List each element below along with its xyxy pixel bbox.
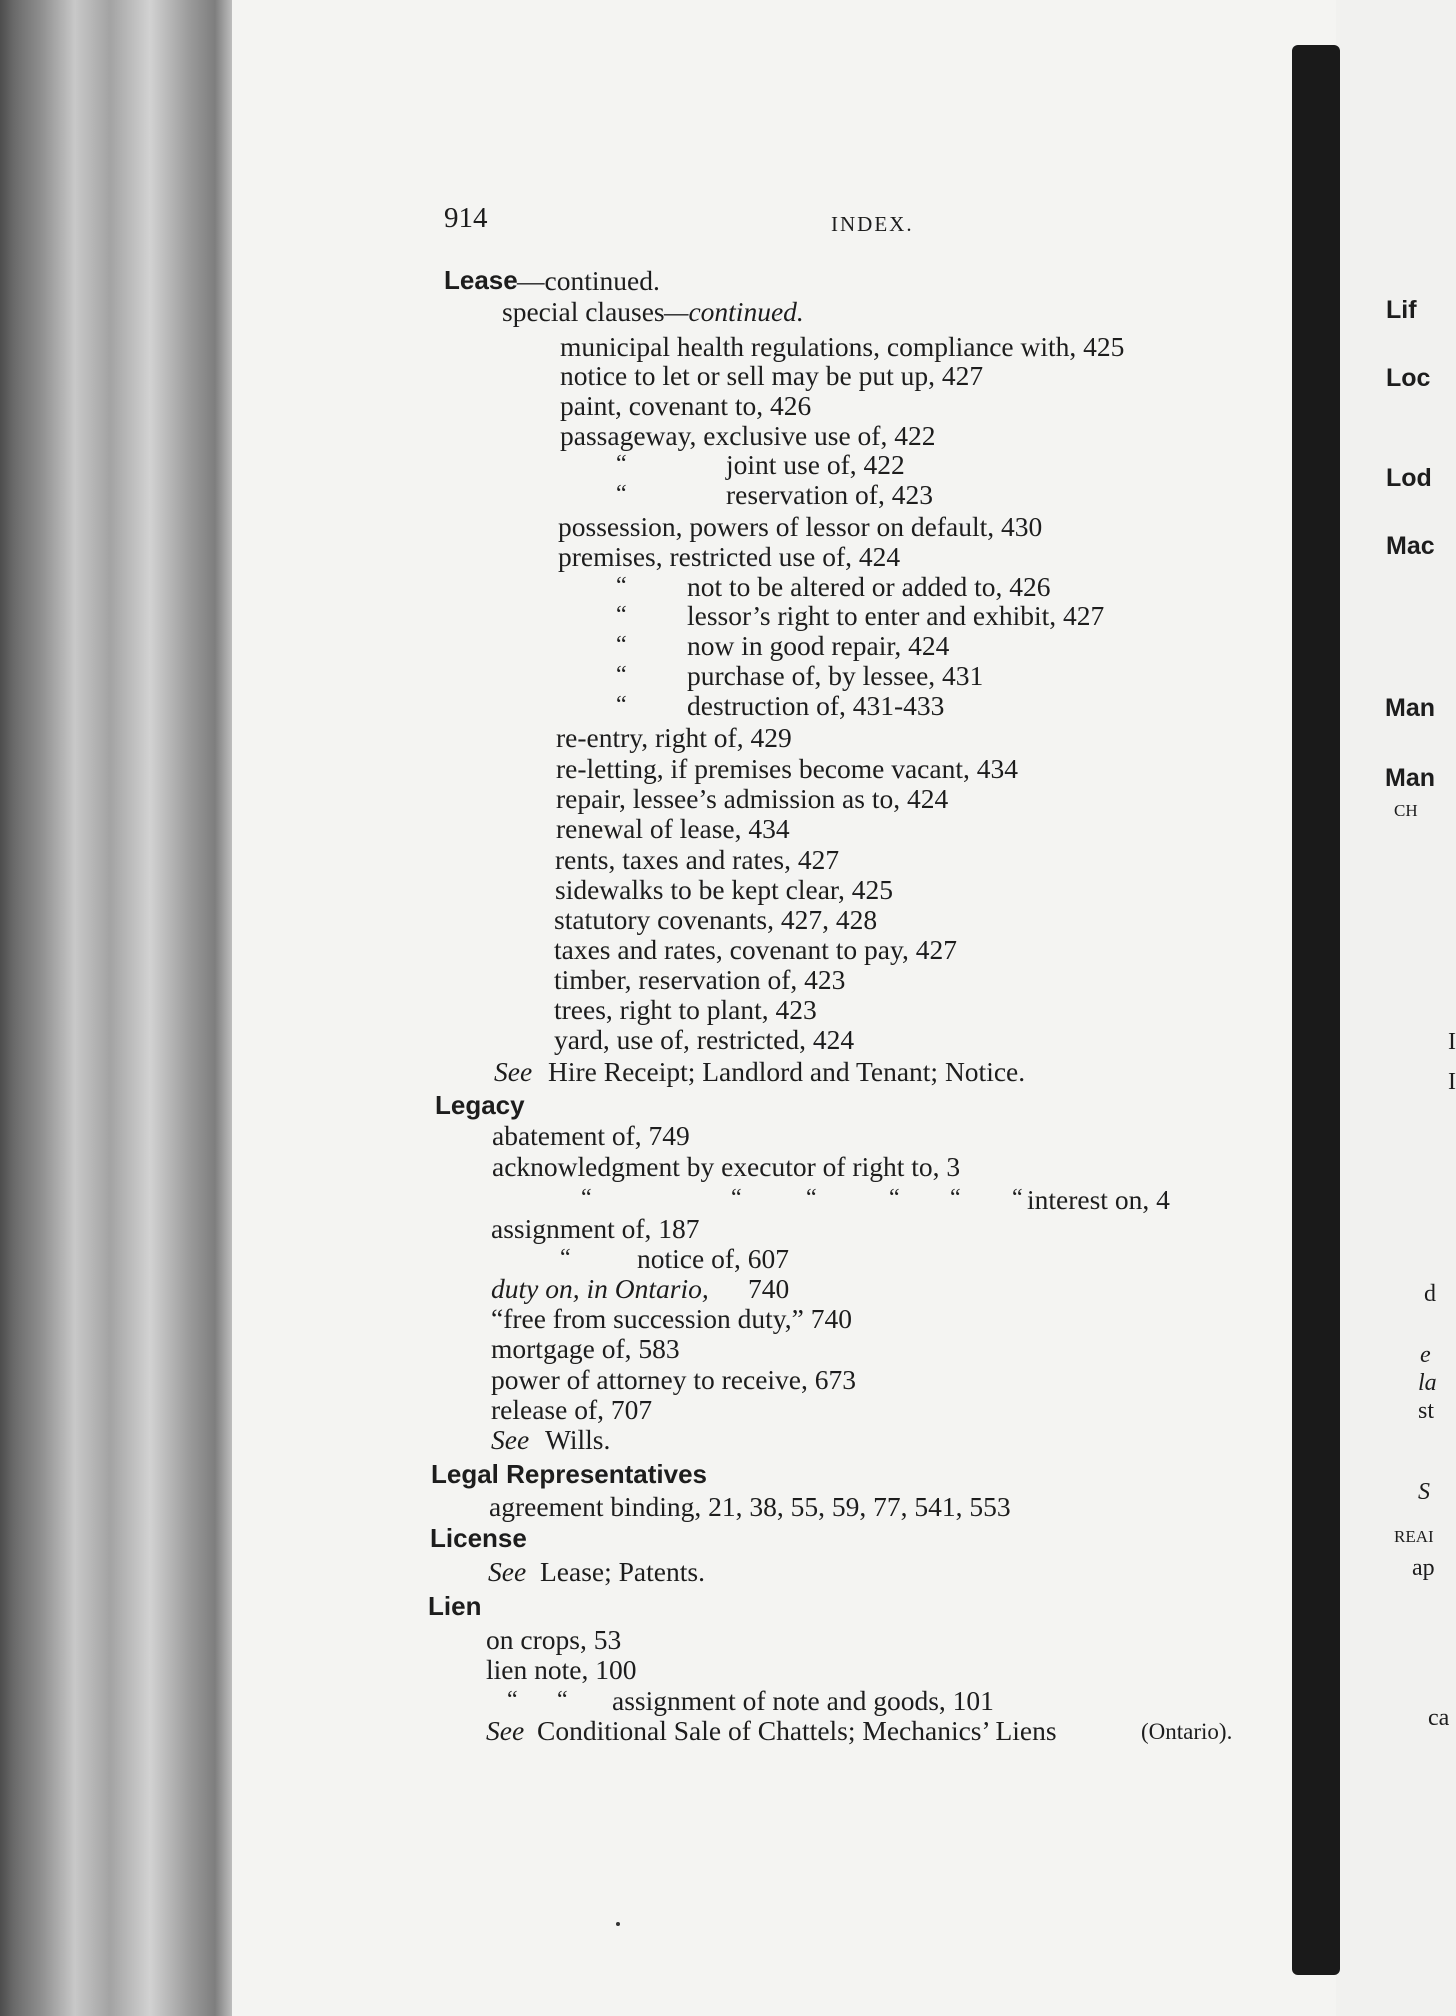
index-line: power of attorney to receive, 673 xyxy=(491,1364,856,1395)
facing-fragment: Lod xyxy=(1386,464,1432,492)
index-line: destruction of, 431-433 xyxy=(687,690,945,721)
ditto-mark: “ xyxy=(731,1185,742,1211)
index-line: abatement of, 749 xyxy=(492,1120,690,1151)
ditto-mark: “ xyxy=(581,1185,592,1211)
ditto-mark: “ xyxy=(557,1687,568,1713)
facing-fragment: I xyxy=(1448,1069,1456,1095)
facing-fragment: S xyxy=(1418,1479,1430,1505)
entry-heading-lien: Lien xyxy=(428,1591,482,1621)
facing-fragment: ap xyxy=(1412,1555,1435,1581)
facing-fragment: st xyxy=(1418,1398,1435,1424)
see-reference: Wills. xyxy=(545,1424,611,1455)
index-line: on crops, 53 xyxy=(486,1624,622,1655)
see-reference-tail: (Ontario). xyxy=(1141,1719,1233,1744)
facing-fragment: Mac xyxy=(1386,532,1435,560)
index-line: lien note, 100 xyxy=(486,1654,637,1685)
index-line: municipal health regulations, compliance with, 425 xyxy=(560,331,1125,362)
see-reference: Conditional Sale of Chattels; Mechanics’ Liens xyxy=(537,1715,1057,1746)
index-line: passageway, exclusive use of, 422 xyxy=(560,420,936,451)
index-line: not to be altered or added to, 426 xyxy=(687,571,1051,602)
index-line: notice of, 607 xyxy=(637,1243,789,1274)
ditto-mark: “ xyxy=(616,632,627,658)
index-line: rents, taxes and rates, 427 xyxy=(555,844,840,875)
ditto-mark: “ xyxy=(616,602,627,628)
ditto-mark: “ xyxy=(616,573,627,599)
facing-fragment: Loc xyxy=(1386,364,1431,392)
entry-heading-legal-representatives: Legal Representatives xyxy=(431,1459,708,1489)
subentry-continued: —continued. xyxy=(664,296,804,327)
index-line: acknowledgment by executor of right to, 3 xyxy=(492,1151,961,1182)
index-line: now in good repair, 424 xyxy=(687,630,950,661)
ditto-mark: “ xyxy=(616,662,627,688)
index-line: repair, lessee’s admission as to, 424 xyxy=(556,783,949,814)
ditto-mark: “ xyxy=(950,1185,961,1211)
see-reference: Lease; Patents. xyxy=(540,1556,705,1587)
facing-fragment: I xyxy=(1448,1029,1456,1055)
index-line: re-entry, right of, 429 xyxy=(556,722,792,753)
index-line: statutory covenants, 427, 428 xyxy=(554,904,878,935)
index-line: “free from succession duty,” 740 xyxy=(491,1303,852,1334)
index-line: release of, 707 xyxy=(491,1394,653,1425)
facing-fragment: Man xyxy=(1385,764,1435,792)
subentry-special-clauses: special clauses xyxy=(502,296,665,327)
see-reference: Hire Receipt; Landlord and Tenant; Notice. xyxy=(548,1056,1026,1087)
index-line-italic: duty on, in Ontario, xyxy=(491,1273,709,1304)
index-line: lessor’s right to enter and exhibit, 427 xyxy=(687,600,1105,631)
index-line: re-letting, if premises become vacant, 434 xyxy=(556,753,1018,784)
index-line: mortgage of, 583 xyxy=(491,1333,680,1364)
entry-heading-legacy: Legacy xyxy=(435,1090,525,1120)
entry-heading-lease: Lease xyxy=(444,265,518,295)
see-reference-label: See xyxy=(494,1056,533,1087)
book-binding-edge xyxy=(0,0,235,2016)
see-reference-label: See xyxy=(488,1556,527,1587)
index-line: paint, covenant to, 426 xyxy=(560,390,812,421)
ditto-mark: “ xyxy=(560,1245,571,1271)
index-line: assignment of note and goods, 101 xyxy=(612,1685,994,1716)
facing-fragment: REAI xyxy=(1394,1527,1434,1546)
index-line: premises, restricted use of, 424 xyxy=(558,541,901,572)
facing-fragment: ca xyxy=(1428,1705,1450,1731)
index-line: interest on, 4 xyxy=(1027,1184,1170,1215)
facing-fragment: e xyxy=(1420,1342,1431,1368)
ditto-mark: “ xyxy=(616,692,627,718)
entry-heading-license: License xyxy=(430,1523,527,1553)
facing-fragment: Lif xyxy=(1386,296,1417,324)
index-line: agreement binding, 21, 38, 55, 59, 77, 541, 553 xyxy=(489,1491,1011,1522)
index-line: trees, right to plant, 423 xyxy=(554,994,817,1025)
index-line: assignment of, 187 xyxy=(491,1213,700,1244)
book-gutter xyxy=(1292,45,1340,1975)
see-reference-label: See xyxy=(486,1715,525,1746)
ditto-mark: “ xyxy=(616,451,627,477)
running-head: INDEX. xyxy=(831,212,914,236)
page-number: 914 xyxy=(444,202,488,234)
index-line: timber, reservation of, 423 xyxy=(554,964,846,995)
index-line: 740 xyxy=(748,1273,790,1304)
index-line: reservation of, 423 xyxy=(726,479,933,510)
ditto-mark: “ xyxy=(806,1185,817,1211)
facing-fragment: la xyxy=(1418,1370,1437,1396)
index-line: renewal of lease, 434 xyxy=(556,813,790,844)
index-line: sidewalks to be kept clear, 425 xyxy=(555,874,893,905)
index-line: purchase of, by lessee, 431 xyxy=(687,660,984,691)
index-line: joint use of, 422 xyxy=(726,449,905,480)
index-line: taxes and rates, covenant to pay, 427 xyxy=(554,934,957,965)
ditto-mark: “ xyxy=(507,1687,518,1713)
page-speck xyxy=(616,1922,620,1926)
facing-fragment: Man xyxy=(1385,694,1435,722)
facing-fragment: d xyxy=(1424,1281,1436,1307)
index-line: yard, use of, restricted, 424 xyxy=(554,1024,855,1055)
ditto-mark: “ xyxy=(889,1185,900,1211)
ditto-mark: “ xyxy=(1012,1185,1023,1211)
ditto-mark: “ xyxy=(616,481,627,507)
facing-fragment: CH xyxy=(1394,801,1418,820)
index-line: possession, powers of lessor on default, 430 xyxy=(558,511,1043,542)
see-reference-label: See xyxy=(491,1424,530,1455)
index-line: notice to let or sell may be put up, 427 xyxy=(560,360,984,391)
entry-continued: —continued. xyxy=(517,265,660,296)
